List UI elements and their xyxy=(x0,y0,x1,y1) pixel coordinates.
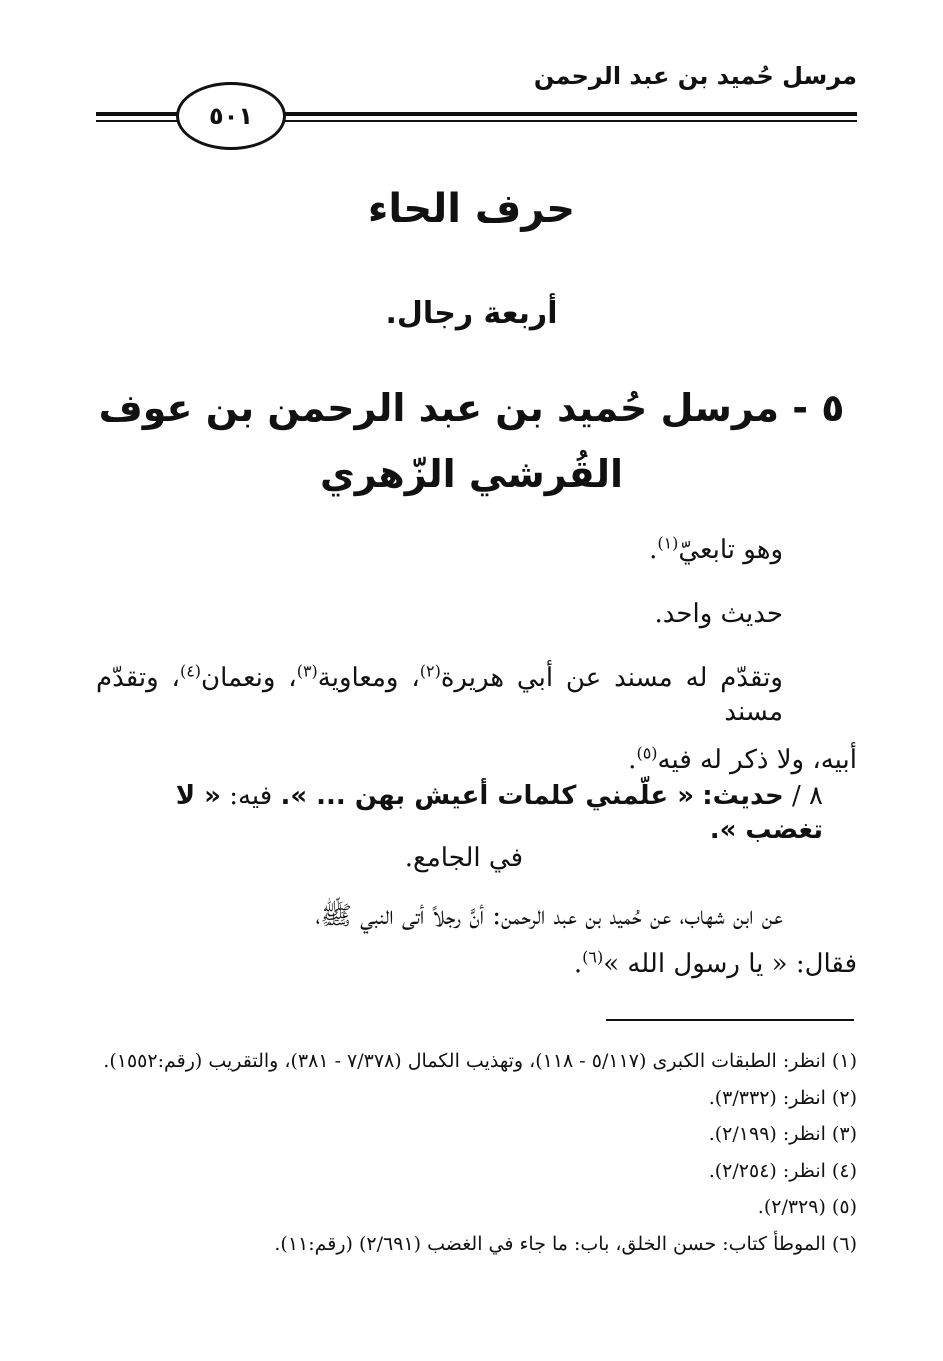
entry-heading-line1: ٥ - مرسل حُميد بن عبد الرحمن بن عوف xyxy=(98,386,845,430)
footnote: (٥) (٢/٣٢٩). xyxy=(757,1196,857,1218)
entry-heading-line2: القُرشي الزّهري xyxy=(319,452,624,496)
paragraph-text: أبيه، ولا ذكر له فيه xyxy=(657,744,857,775)
paragraph-line xyxy=(96,662,857,730)
narration-line-2: فقال: « يا رسول الله »$^{(٦)}$. xyxy=(573,947,857,979)
paragraph-text: ، ومعاوية xyxy=(317,663,420,693)
narration-text: فقال: « يا رسول الله » xyxy=(603,948,857,979)
paragraph-musnad xyxy=(96,662,857,777)
hadith-label: حديث: xyxy=(702,781,784,811)
footnote: (٣) انظر: (٢/١٩٩). xyxy=(708,1123,857,1145)
hadith-number: ٨ / xyxy=(792,781,823,811)
footnote-ref: (١) xyxy=(657,533,679,553)
narration xyxy=(96,900,857,982)
hadith-quote: « علّمني كلمات أعيش بهن ... ». xyxy=(280,781,695,811)
footnote-ref: (٤) xyxy=(179,661,202,681)
paragraph-tabii: وهو تابعيّ$^{(١)}$. xyxy=(649,533,783,565)
page-number xyxy=(176,82,286,150)
footnote: (٦) الموطأ كتاب: حسن الخلق، باب: ما جاء في الغضب (٢/٦٩١) (رقم:١١). xyxy=(274,1232,857,1255)
footnote: (٤) انظر: (٢/٢٥٤). xyxy=(708,1159,857,1182)
paragraph-hadith-count: حديث واحد. xyxy=(654,599,783,629)
paragraph-line: أبيه، ولا ذكر له فيه$^{(٥)}$. xyxy=(628,742,857,775)
hadith-in-label: فيه: xyxy=(229,781,273,811)
footnote-separator xyxy=(606,1019,854,1021)
hadith-line xyxy=(96,780,823,848)
narration-line-1: عن ابن شهاب، عن حُميد بن عبد الرحمن: أنَّ رجلاً أتى النبي ﷺ، xyxy=(315,901,783,931)
hadith-quote-2: « لا تغضب ». xyxy=(175,781,823,845)
running-title: مرسل حُميد بن عبد الرحمن xyxy=(533,62,857,90)
paragraph-text: وهو تابعيّ xyxy=(678,535,783,565)
source-note: في الجامع. xyxy=(404,843,523,873)
footnote-ref: (٥) xyxy=(636,742,658,762)
chapter-heading: حرف الحاء xyxy=(367,186,576,232)
footnotes xyxy=(96,1050,857,1269)
subtitle: أربعة رجال. xyxy=(385,296,558,331)
footnote-ref: (٦) xyxy=(582,947,604,967)
footnote: (١) انظر: الطبقات الكبرى (٥/١١٧ - ١١٨)، وتهذيب الكمال (٧/٣٧٨ - ٣٨١)، والتقريب (رقم:١٥٥٢). xyxy=(103,1050,857,1072)
paragraph-text: وتقدّم له مسند عن أبي هريرة xyxy=(440,663,783,693)
page-number-text: ٥٠١ xyxy=(209,102,253,130)
paragraph-text: ، وتقدّم مسند xyxy=(96,663,783,727)
footnote-ref: (٣) xyxy=(296,661,318,681)
footnote-ref: (٢) xyxy=(419,661,441,681)
paragraph-text: ، ونعمان xyxy=(201,663,297,693)
footnote: (٢) انظر: (٣/٣٣٢). xyxy=(708,1086,857,1109)
